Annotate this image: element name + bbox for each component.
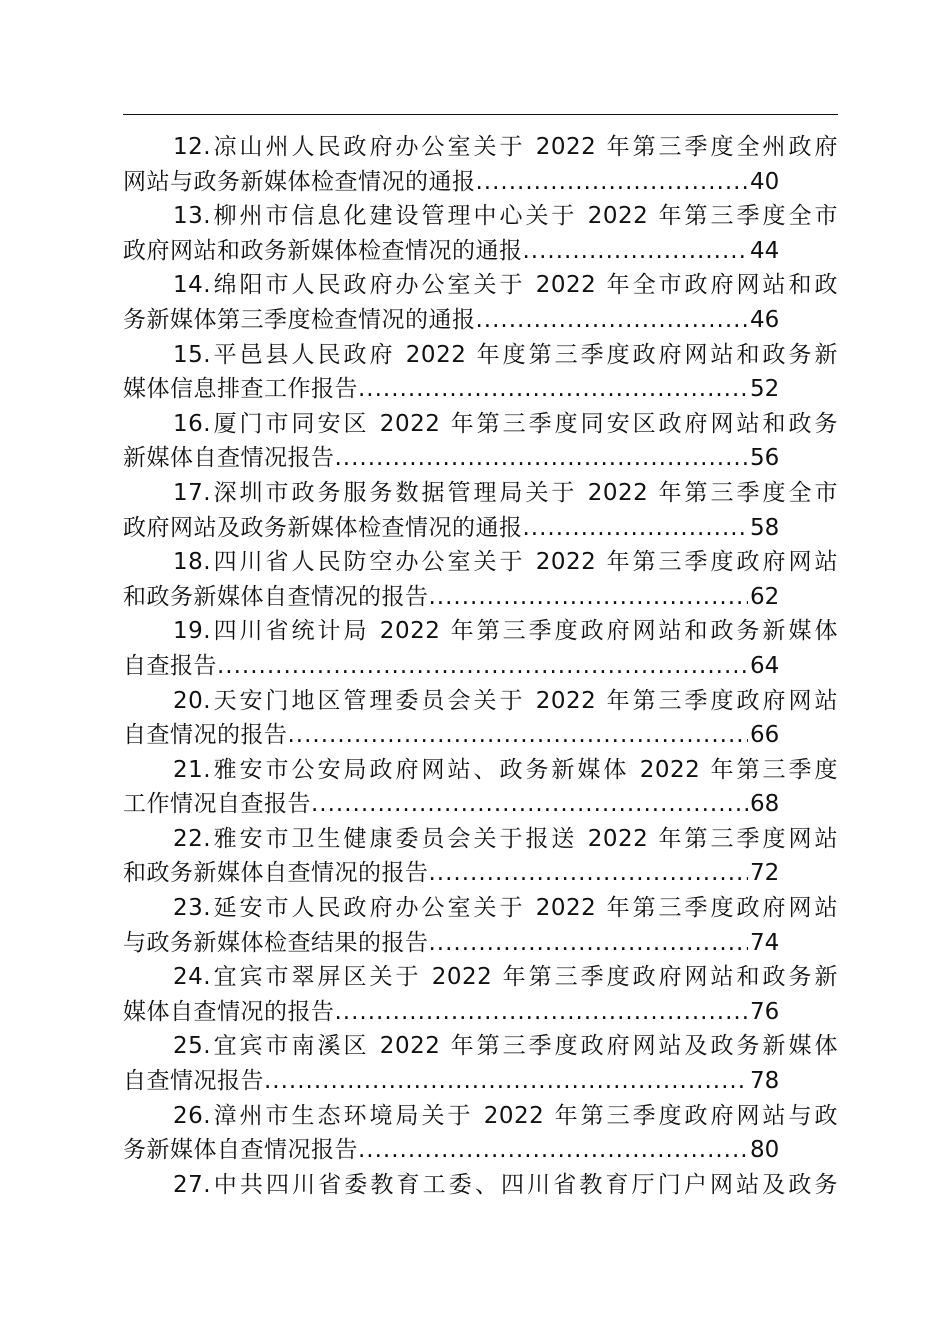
- toc-entry-title-line2: [123, 165, 838, 200]
- toc-entry-title-line1: 24.宜宾市翠屏区关于 2022 年第三季度政府网站和政务新: [173, 964, 838, 991]
- toc-page-number: 58: [750, 514, 780, 541]
- toc-entry-title-line2: [123, 995, 838, 1030]
- toc-entry-27[interactable]: [123, 1168, 838, 1203]
- toc-entry-title-line1: 12.凉山州人民政府办公室关于 2022 年第三季度全州政府: [173, 134, 838, 160]
- toc-page-number: 72: [750, 860, 780, 887]
- toc-entry-title-line1: 21.雅安市公安局政府网站、政务新媒体 2022 年第三季度: [173, 756, 838, 783]
- toc-entry-title-line2: [123, 926, 838, 961]
- toc-entry-title-line2: [123, 787, 838, 822]
- dot-leader: [523, 234, 749, 269]
- dot-leader: [429, 580, 749, 615]
- dot-leader: [358, 372, 748, 407]
- toc-entry-title-tail: 政府网站和政务新媒体检查情况的通报: [123, 237, 523, 264]
- toc-page-number: 40: [750, 168, 780, 195]
- toc-entry-title-line2: [123, 372, 838, 407]
- toc-entry-18[interactable]: [123, 545, 838, 614]
- toc-entry-title-line1: 13.柳州市信息化建设管理中心关于 2022 年第三季度全市: [173, 203, 838, 230]
- toc-entry-title-tail: 媒体信息排查工作报告: [123, 376, 358, 403]
- toc-entry-23[interactable]: [123, 891, 838, 960]
- toc-entry-22[interactable]: [123, 822, 838, 891]
- toc-page-number: 44: [750, 237, 780, 264]
- toc-entry-title-tail: 务新媒体自查情况报告: [123, 1137, 358, 1164]
- toc-entry-title-line1: 23.延安市人民政府办公室关于 2022 年第三季度政府网站: [173, 895, 838, 922]
- dot-leader: [523, 511, 749, 546]
- dot-leader: [288, 718, 749, 753]
- toc-entry-title-tail: 新媒体自查情况报告: [123, 445, 335, 472]
- dot-leader: [335, 441, 749, 476]
- toc-entry-title-tail: 务新媒体第三季度检查情况的通报: [123, 306, 476, 333]
- toc-entry-title-line1: 16.厦门市同安区 2022 年第三季度同安区政府网站和政务: [173, 410, 838, 437]
- toc-entry-title-tail: 媒体自查情况的报告: [123, 998, 335, 1025]
- dot-leader: [264, 1064, 748, 1099]
- toc-entry-title-line1: 19.四川省统计局 2022 年第三季度政府网站和政务新媒体: [173, 618, 838, 645]
- toc-entry-title-line1: 27.中共四川省委教育工委、四川省教育厅门户网站及政务: [173, 1171, 838, 1198]
- toc-entry-19[interactable]: [123, 614, 838, 683]
- toc-entry-14[interactable]: [123, 268, 838, 337]
- toc-entry-title-line2: [123, 1064, 838, 1099]
- toc-entry-title-line2: [123, 511, 838, 546]
- table-of-contents: [123, 130, 838, 1202]
- dot-leader: [311, 787, 748, 822]
- toc-entry-title-tail: 和政务新媒体自查情况的报告: [123, 860, 429, 887]
- toc-entry-title-line2: [123, 441, 838, 476]
- toc-page-number: 74: [750, 929, 780, 956]
- toc-entry-title-line1: 17.深圳市政务服务数据管理局关于 2022 年第三季度全市: [173, 479, 838, 506]
- dot-leader: [335, 995, 749, 1030]
- toc-entry-13[interactable]: [123, 199, 838, 268]
- toc-entry-title-line2: [123, 1133, 838, 1168]
- toc-entry-17[interactable]: [123, 476, 838, 545]
- toc-entry-title-line2: [123, 649, 838, 684]
- toc-page-number: 80: [750, 1137, 780, 1164]
- toc-page-number: 64: [750, 652, 780, 679]
- toc-entry-title-tail: 政府网站及政务新媒体检查情况的通报: [123, 514, 523, 541]
- dot-leader: [476, 303, 749, 338]
- dot-leader: [476, 165, 749, 200]
- toc-entry-title-tail: 自查情况报告: [123, 1068, 264, 1095]
- toc-page-number: 52: [750, 376, 780, 403]
- toc-page-number: 56: [750, 445, 780, 472]
- toc-page-number: 68: [750, 791, 780, 818]
- dot-leader: [429, 856, 749, 891]
- toc-entry-16[interactable]: [123, 407, 838, 476]
- toc-entry-title-tail: 自查情况的报告: [123, 722, 288, 749]
- toc-entry-title-tail: 与政务新媒体检查结果的报告: [123, 929, 429, 956]
- dot-leader: [429, 926, 749, 961]
- toc-entry-title-line1: 26.漳州市生态环境局关于 2022 年第三季度政府网站与政: [173, 1102, 838, 1129]
- toc-entry-25[interactable]: [123, 1029, 838, 1098]
- toc-entry-title-tail: 工作情况自查报告: [123, 791, 311, 818]
- toc-entry-title-line1: 18.四川省人民防空办公室关于 2022 年第三季度政府网站: [173, 549, 838, 576]
- toc-entry-20[interactable]: [123, 684, 838, 753]
- toc-entry-title-tail: 和政务新媒体自查情况的报告: [123, 583, 429, 610]
- toc-page-number: 62: [750, 583, 780, 610]
- toc-entry-title-line2: [123, 580, 838, 615]
- toc-entry-12[interactable]: [123, 130, 838, 199]
- toc-entry-title-line1: 20.天安门地区管理委员会关于 2022 年第三季度政府网站: [173, 687, 838, 714]
- toc-entry-title-tail: 自查报告: [123, 652, 217, 679]
- toc-page-number: 76: [750, 998, 780, 1025]
- toc-entry-21[interactable]: [123, 753, 838, 822]
- toc-entry-title-line1: 22.雅安市卫生健康委员会关于报送 2022 年第三季度网站: [173, 825, 838, 852]
- toc-entry-title-line2: [123, 234, 838, 269]
- toc-entry-title-line1: 25.宜宾市南溪区 2022 年第三季度政府网站及政务新媒体: [173, 1033, 838, 1060]
- header-rule: [123, 114, 838, 115]
- toc-entry-title-line2: [123, 303, 838, 338]
- dot-leader: [358, 1133, 748, 1168]
- dot-leader: [217, 649, 748, 684]
- toc-entry-26[interactable]: [123, 1099, 838, 1168]
- toc-page-number: 66: [750, 722, 780, 749]
- toc-entry-title-line1: 15.平邑县人民政府 2022 年度第三季度政府网站和政务新: [173, 341, 838, 368]
- toc-entry-15[interactable]: [123, 338, 838, 407]
- toc-entry-24[interactable]: [123, 960, 838, 1029]
- toc-entry-title-tail: 网站与政务新媒体检查情况的通报: [123, 168, 476, 195]
- toc-entry-title-line2: [123, 856, 838, 891]
- toc-entry-title-line2: [123, 718, 838, 753]
- toc-page-number: 78: [750, 1068, 780, 1095]
- toc-entry-title-line1: 14.绵阳市人民政府办公室关于 2022 年全市政府网站和政: [173, 272, 838, 299]
- toc-page-number: 46: [750, 306, 780, 333]
